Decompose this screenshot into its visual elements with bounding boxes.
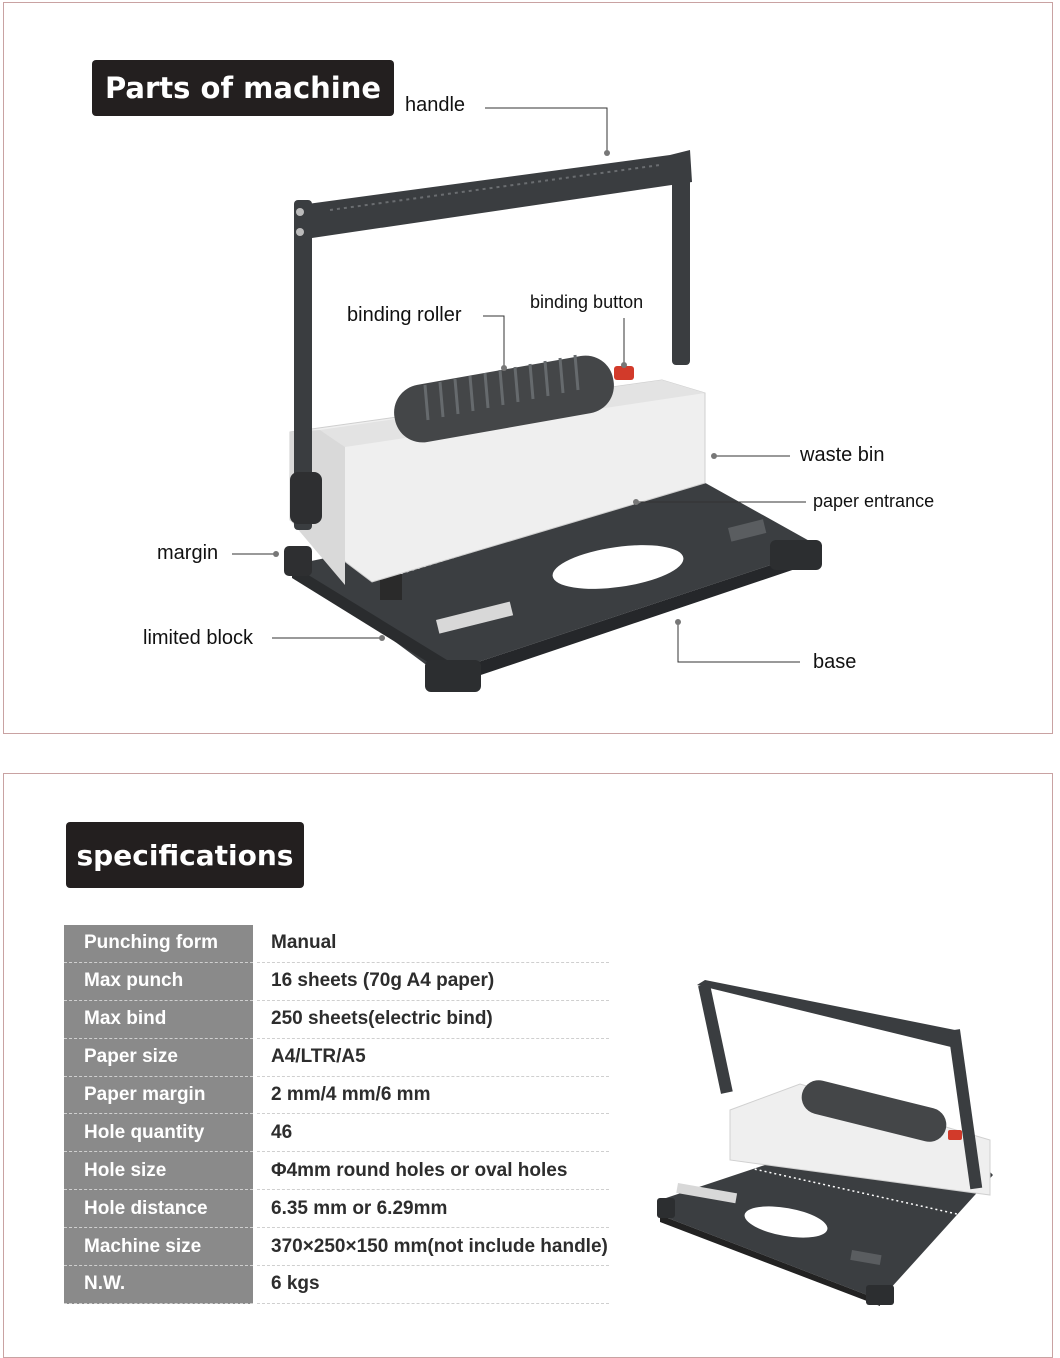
spec-key: Paper size — [64, 1039, 253, 1077]
spec-row — [64, 963, 609, 1001]
spec-value: 16 sheets (70g A4 paper) — [257, 963, 609, 1001]
spec-row — [64, 1114, 609, 1152]
label-binding-roller: binding roller — [347, 304, 462, 326]
specs-table — [64, 925, 609, 1304]
spec-row — [64, 1077, 609, 1115]
label-waste-bin: waste bin — [800, 444, 885, 466]
spec-key: Paper margin — [64, 1077, 253, 1115]
label-binding-button: binding button — [530, 292, 644, 312]
specs-title: specifications — [66, 822, 304, 888]
spec-key: N.W. — [64, 1266, 253, 1304]
spec-row — [64, 1001, 609, 1039]
spec-value: Φ4mm round holes or oval holes — [257, 1152, 609, 1190]
machine-handle — [300, 150, 692, 238]
spec-key: Punching form — [64, 925, 253, 963]
spec-value: 6.35 mm or 6.29mm — [257, 1190, 609, 1228]
spec-key: Max bind — [64, 1001, 253, 1039]
spec-row — [64, 925, 609, 963]
label-paper-entrance: paper entrance — [813, 491, 935, 511]
spec-value: 370×250×150 mm(not include handle) — [257, 1228, 609, 1266]
spec-row — [64, 1039, 609, 1077]
spec-row — [64, 1266, 609, 1304]
spec-key: Machine size — [64, 1228, 253, 1266]
binding-button-shape — [614, 366, 634, 380]
label-limited-block: limited block — [143, 627, 254, 649]
spec-value: 46 — [257, 1114, 609, 1152]
spec-key: Max punch — [64, 963, 253, 1001]
spec-value: 250 sheets(electric bind) — [257, 1001, 609, 1039]
parts-title: Parts of machine — [92, 60, 394, 116]
spec-row — [64, 1228, 609, 1266]
label-handle: handle — [405, 94, 466, 116]
label-base: base — [813, 651, 857, 673]
spec-key: Hole size — [64, 1152, 253, 1190]
label-margin: margin — [157, 542, 219, 564]
spec-value: 6 kgs — [257, 1266, 609, 1304]
spec-key: Hole quantity — [64, 1114, 253, 1152]
spec-key: Hole distance — [64, 1190, 253, 1228]
spec-value: Manual — [257, 925, 609, 963]
spec-row — [64, 1152, 609, 1190]
spec-row — [64, 1190, 609, 1228]
spec-value: 2 mm/4 mm/6 mm — [257, 1077, 609, 1115]
spec-value: A4/LTR/A5 — [257, 1039, 609, 1077]
